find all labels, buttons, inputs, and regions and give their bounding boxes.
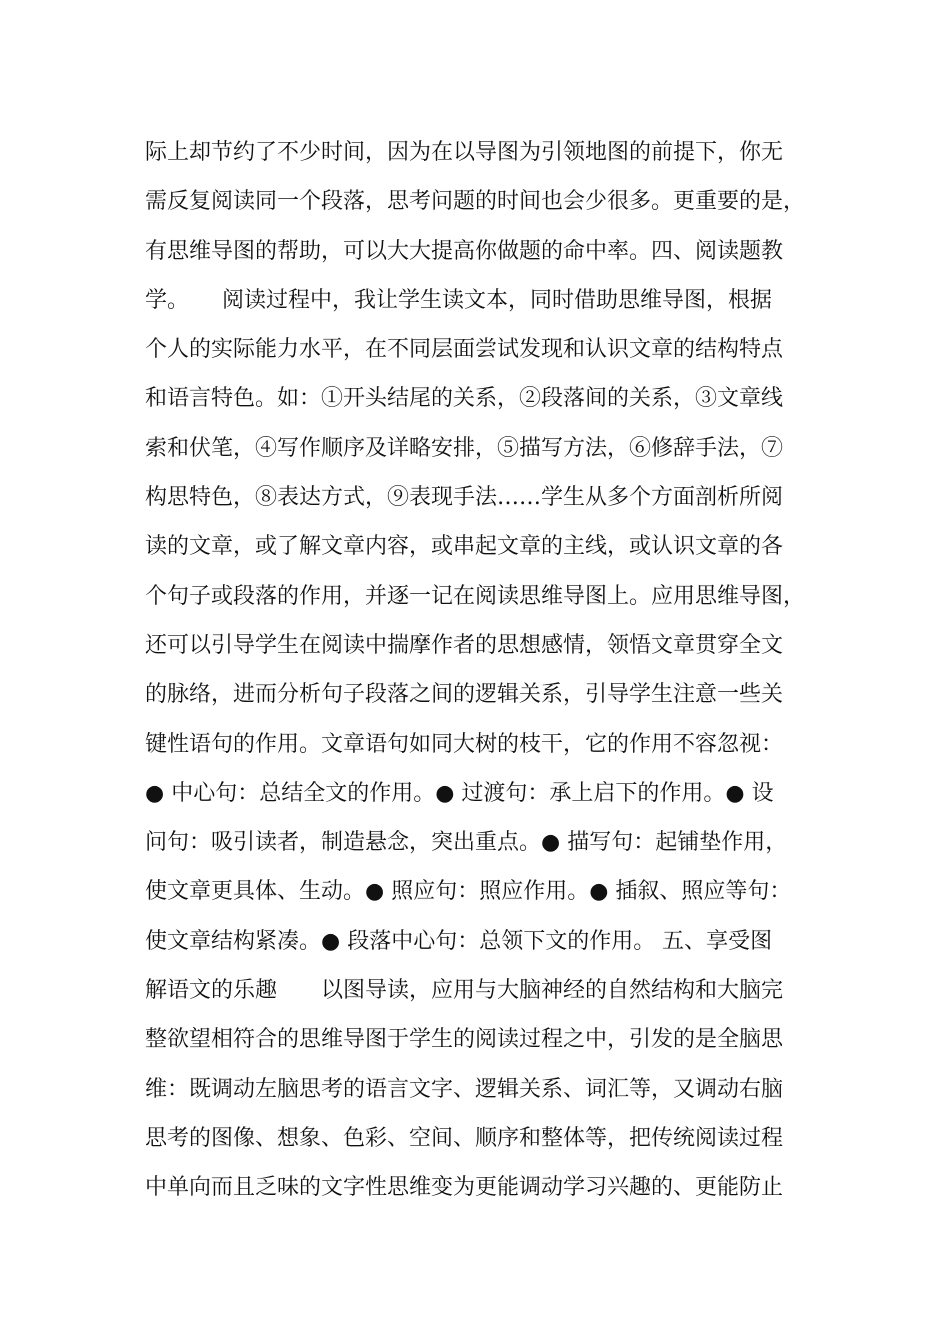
text-line: 维：既调动左脑思考的语言文字、逻辑关系、词汇等，又调动右脑 [145, 1076, 784, 1102]
text-line: ● 中心句：总结全文的作用。● 过渡句：承上启下的作用。● 设 [145, 780, 774, 806]
text-line: 个人的实际能力水平，在不同层面尝试发现和认识文章的结构特点 [145, 337, 784, 363]
text-line: 际上却节约了不少时间，因为在以导图为引领地图的前提下，你无 [145, 140, 784, 165]
text-line: 使文章更具体、生动。● 照应句：照应作用。● 插叙、照应等句： [145, 879, 792, 905]
text-line: 和语言特色。如：①开头结尾的关系，②段落间的关系，③文章线 [145, 386, 784, 412]
text-line: 索和伏笔，④写作顺序及详略安排，⑤描写方法，⑥修辞手法，⑦ [145, 435, 784, 461]
text-line: 读的文章，或了解文章内容，或串起文章的主线，或认识文章的各 [145, 534, 784, 560]
text-line: 解语文的乐趣 以图导读，应用与大脑神经的自然结构和大脑完 [145, 978, 784, 1004]
body-text [145, 128, 810, 1213]
text-line: 的脉络，进而分析句子段落之间的逻辑关系，引导学生注意一些关 [145, 682, 784, 708]
text-line: 构思特色，⑧表达方式，⑨表现手法……学生从多个方面剖析所阅 [145, 485, 784, 511]
text-line: 中单向而且乏味的文字性思维变为更能调动学习兴趣的、更能防止 [145, 1175, 784, 1201]
text-line: 需反复阅读同一个段落，思考问题的时间也会少很多。更重要的是， [145, 189, 806, 215]
text-line: 还可以引导学生在阅读中揣摩作者的思想感情，领悟文章贯穿全文 [145, 632, 784, 658]
text-line: 问句：吸引读者，制造悬念，突出重点。● 描写句：起铺垫作用， [145, 830, 788, 856]
text-line: 整欲望相符合的思维导图于学生的阅读过程之中，引发的是全脑思 [145, 1027, 784, 1053]
text-line: 使文章结构紧凑。● 段落中心句：总领下文的作用。 五、享受图 [145, 928, 773, 954]
text-line: 有思维导图的帮助，可以大大提高你做题的命中率。四、阅读题教 [145, 238, 784, 264]
text-line: 键性语句的作用。文章语句如同大树的枝干，它的作用不容忽视： [145, 731, 784, 757]
text-line: 学。 阅读过程中，我让学生读文本，同时借助思维导图，根据 [145, 287, 773, 313]
text-line: 思考的图像、想象、色彩、空间、顺序和整体等，把传统阅读过程 [145, 1125, 784, 1151]
text-line: 个句子或段落的作用，并逐一记在阅读思维导图上。应用思维导图， [145, 583, 806, 609]
